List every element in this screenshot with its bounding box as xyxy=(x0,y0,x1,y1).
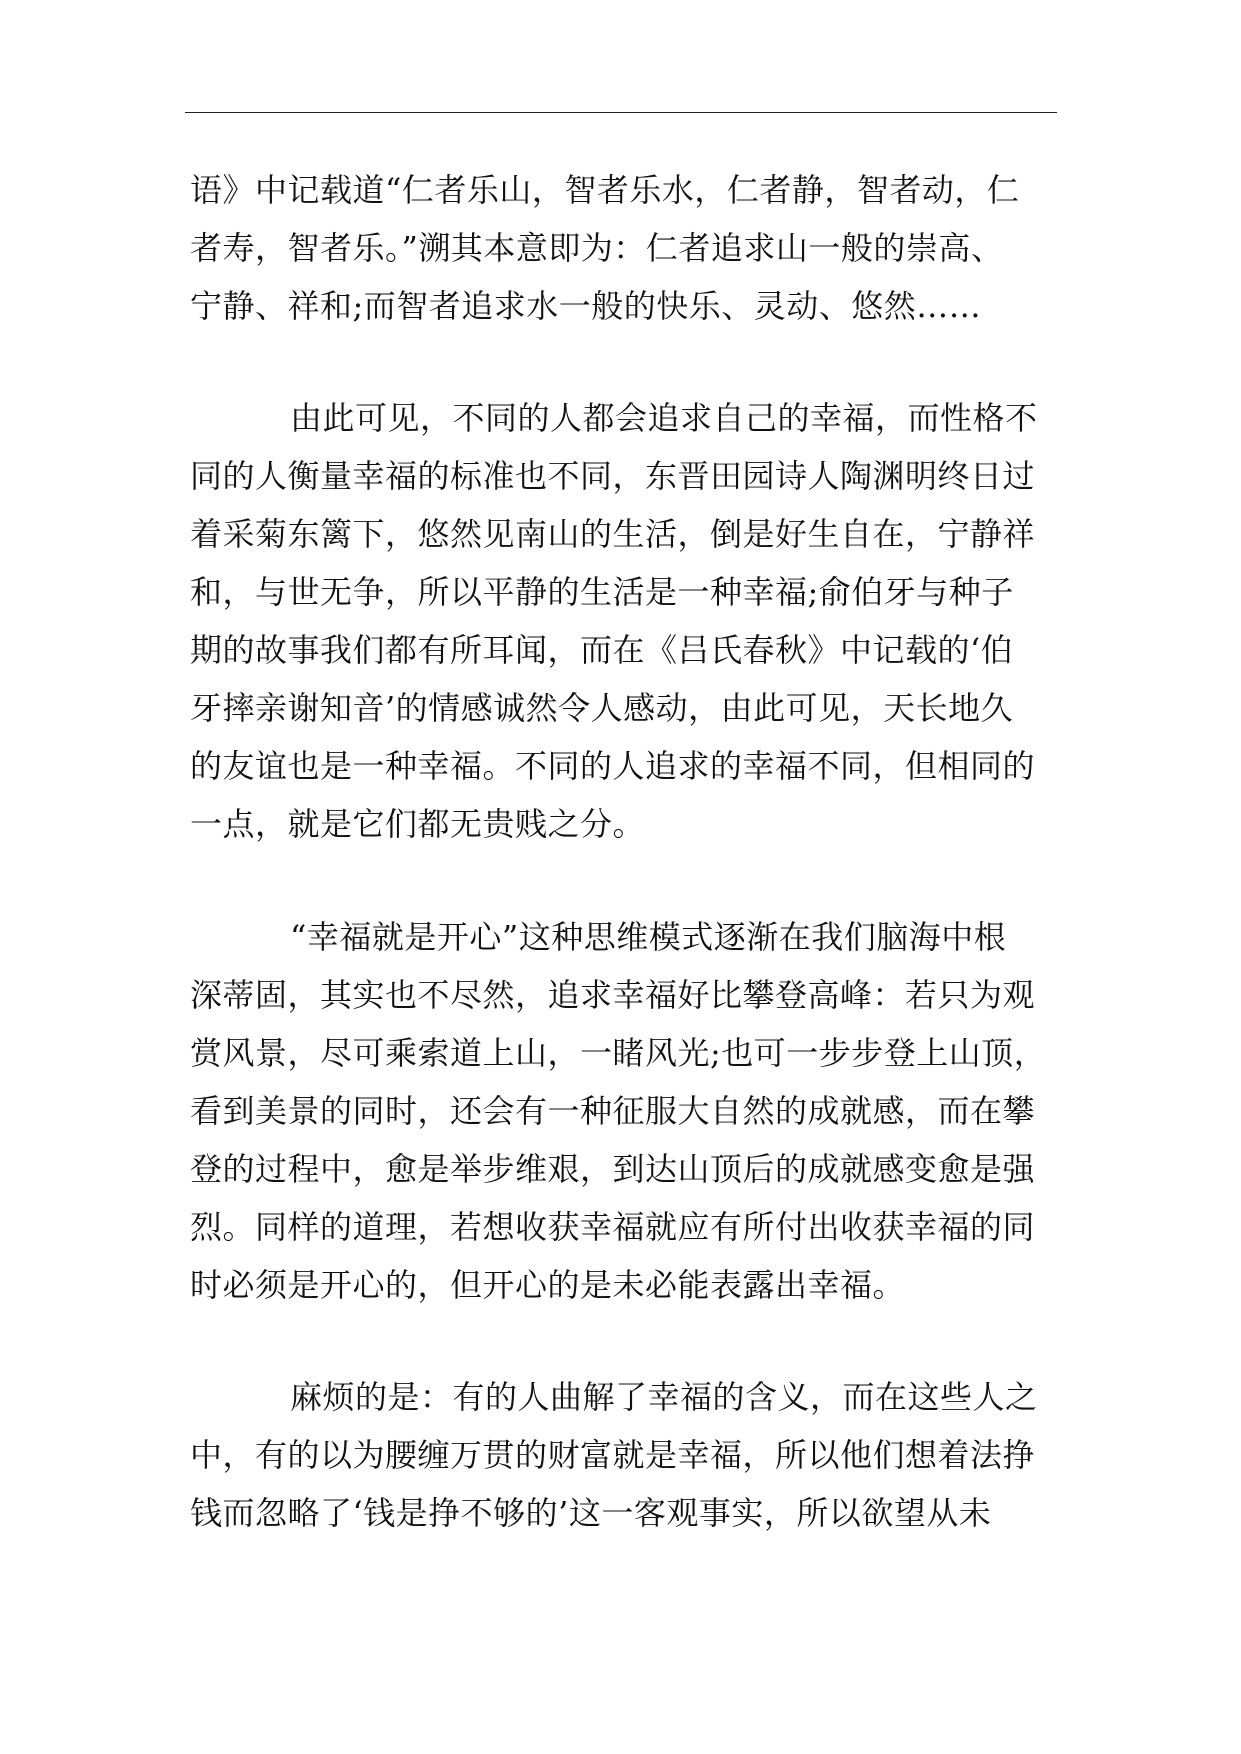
paragraph-4 xyxy=(190,1368,1070,1542)
text-line: 和，与世无争，所以平静的生活是一种幸福;俞伯牙与种子 xyxy=(190,573,1014,611)
text-line: 麻烦的是：有的人曲解了幸福的含义，而在这些人之 xyxy=(290,1378,1038,1416)
text-line: 中，有的以为腰缠万贯的财富就是幸福，所以他们想着法挣 xyxy=(190,1436,1036,1474)
text-line: 深蒂固，其实也不尽然，追求幸福好比攀登高峰：若只为观 xyxy=(190,976,1036,1014)
header-rule xyxy=(185,112,1057,113)
text-line: 由此可见，不同的人都会追求自己的幸福，而性格不 xyxy=(290,399,1038,437)
text-line: 语》中记载道“仁者乐山，智者乐水，仁者静，智者动，仁 xyxy=(190,171,1020,209)
text-line: 钱而忽略了‘钱是挣不够的’这一客观事实，所以欲望从未 xyxy=(190,1494,992,1532)
text-line: 一点，就是它们都无贵贱之分。 xyxy=(190,805,646,843)
text-line: 牙摔亲谢知音’的情感诚然令人感动，由此可见，天长地久 xyxy=(190,689,1014,727)
text-line: 宁静、祥和;而智者追求水一般的快乐、灵动、悠然…… xyxy=(190,287,982,325)
paragraph-2 xyxy=(190,389,1070,853)
text-line: 者寿，智者乐。”溯其本意即为：仁者追求山一般的崇高、 xyxy=(190,229,1004,267)
text-line: 的友谊也是一种幸福。不同的人追求的幸福不同，但相同的 xyxy=(190,747,1036,785)
text-line: 烈。同样的道理，若想收获幸福就应有所付出收获幸福的同 xyxy=(190,1208,1036,1246)
text-line: 同的人衡量幸福的标准也不同，东晋田园诗人陶渊明终日过 xyxy=(190,457,1036,495)
text-line: 着采菊东篱下，悠然见南山的生活，倒是好生自在，宁静祥 xyxy=(190,515,1036,553)
paragraph-1 xyxy=(190,161,1070,335)
text-line: 期的故事我们都有所耳闻，而在《吕氏春秋》中记载的‘伯 xyxy=(190,631,1014,669)
text-line: 时必须是开心的，但开心的是未必能表露出幸福。 xyxy=(190,1266,906,1304)
text-line: 赏风景，尽可乘索道上山，一睹风光;也可一步步登上山顶， xyxy=(190,1034,1047,1072)
text-line: “幸福就是开心”这种思维模式逐渐在我们脑海中根 xyxy=(290,918,1007,956)
text-line: 登的过程中，愈是举步维艰，到达山顶后的成就感变愈是强 xyxy=(190,1150,1036,1188)
paragraph-3 xyxy=(190,908,1070,1314)
text-line: 看到美景的同时，还会有一种征服大自然的成就感，而在攀 xyxy=(190,1092,1036,1130)
